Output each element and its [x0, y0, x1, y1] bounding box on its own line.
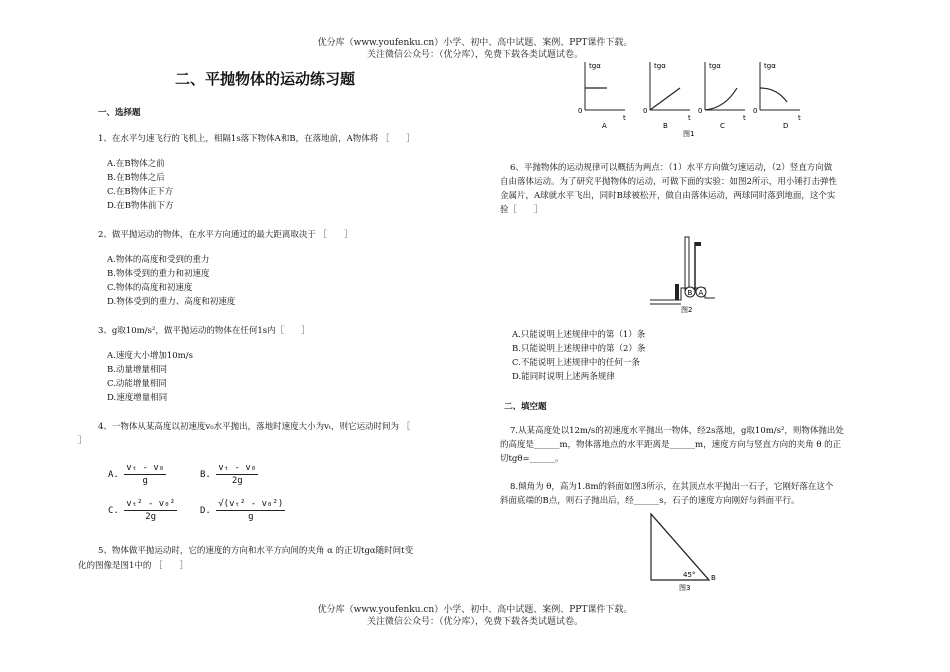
q3-options: [107, 349, 193, 405]
question-4-line-1: 4、一物体从某高度以初速度v₀水平抛出，落地时速度大小为vₜ，则它运动时间为 ［: [98, 422, 411, 432]
fig1-curve-c: [705, 88, 737, 110]
q1-option-a: A.在B物体之前: [107, 159, 165, 169]
fig1-curve-d: [760, 88, 787, 102]
fig1-panel-label-d: D: [783, 122, 789, 130]
q4-option-d-label: D.: [200, 506, 211, 516]
figure-3: [645, 508, 725, 594]
fig1-origin-a: 0: [578, 107, 583, 115]
q1-options: [107, 157, 173, 213]
fig1-panel-a: [578, 62, 626, 130]
q4-option-d: [200, 498, 285, 523]
fig3-angle-label: 45°: [683, 571, 696, 579]
q4-option-d-denominator: g: [248, 512, 254, 522]
fig1-panel-label-b: B: [663, 122, 668, 130]
question-5-line-2: 化的图像是图1中的 ［ ］: [78, 561, 189, 571]
question-8: [500, 480, 834, 508]
q4-option-c-label: C.: [108, 506, 119, 516]
q4-option-c-denominator: 2g: [145, 512, 157, 522]
fig1-panel-label-a: A: [602, 122, 607, 130]
question-5-line-1: 5、物体做平抛运动时，它的速度的方向和水平方向间的夹角 α 的正切tgα随时间t变: [98, 546, 414, 556]
page-title: 二、平抛物体的运动练习题: [175, 70, 356, 88]
q6-option-a: A.只能说明上述规律中的第（1）条: [512, 330, 646, 340]
q3-option-d: D.速度增量相同: [107, 393, 168, 403]
fig3-slope: [651, 514, 709, 580]
q3-option-a: A.速度大小增加10m/s: [107, 351, 193, 361]
fig1-origin-d: 0: [753, 107, 758, 115]
fig2-caption: 图2: [681, 306, 693, 314]
q4-option-c: [108, 498, 177, 523]
fig1-ylabel-b: tgα: [654, 62, 666, 70]
question-4-line-2: ］: [78, 436, 87, 446]
q6-option-b: B.只能说明上述规律中的第（2）条: [512, 344, 646, 354]
q6-options: [512, 328, 645, 384]
question-1: 1、在水平匀速飞行的飞机上，相隔1s落下物体A和B，在落地前，A物体将 ［ ］: [98, 134, 415, 144]
footer-line-2: 关注微信公众号：（优分库），免费下载各类试题试卷。: [366, 617, 583, 627]
q4-option-a-denominator: g: [142, 476, 148, 486]
fig1-curve-b: [650, 88, 680, 110]
question-6-line-1: 6、平抛物体的运动规律可以概括为两点：（1）水平方向做匀速运动，（2）竖直方向做: [510, 163, 833, 173]
fig1-xlabel-d: t: [798, 114, 801, 122]
q1-option-d: D.在B物体前下方: [107, 201, 174, 211]
q4-option-b-denominator: 2g: [231, 476, 243, 486]
fig1-ylabel-c: tgα: [709, 62, 721, 70]
q4-option-d-numerator: √(vₜ² - v₀²): [218, 499, 284, 509]
q4-option-b: [200, 462, 258, 487]
fig1-xlabel-c: t: [743, 114, 746, 122]
q2-option-a: A.物体的高度和受到的重力: [107, 255, 210, 265]
question-6-line-2: 自由落体运动。为了研究平抛物体的运动，可做下面的实验：如图2所示，用小锤打击弹性: [500, 177, 837, 187]
header-line-1: 优分库（www.youfenku.cn）小学、初中、高中试题、案例、PPT课件下载。: [317, 38, 633, 48]
fig3-point-b: B: [711, 574, 716, 582]
fig1-panel-b: [643, 62, 691, 130]
header-line-2: 关注微信公众号：（优分库），免费下载各类试题试卷。: [366, 50, 583, 60]
q4-option-b-numerator: vₜ - v₀: [218, 463, 257, 473]
question-7: [500, 424, 844, 466]
question-3: 3、g取10m/s²，做平抛运动的物体在任何1s内［ ］: [98, 326, 310, 336]
q1-option-c: C.在B物体正下方: [107, 187, 174, 197]
q2-option-c: C.物体的高度和初速度: [107, 283, 193, 293]
q3-option-b: B.动量增量相同: [107, 365, 167, 375]
question-8-line-2: 斜面底端的B点，则石子抛出后，经______s，石子的速度方向刚好与斜面平行。: [500, 496, 800, 506]
q2-option-b: B.物体受到的重力和初速度: [107, 269, 210, 279]
q4-option-b-label: B.: [200, 470, 211, 480]
q4-option-a-label: A.: [108, 470, 119, 480]
fig2-ball-a-label: A: [698, 289, 704, 297]
fig1-ylabel-d: tgα: [764, 62, 776, 70]
fig1-caption: 图1: [683, 130, 695, 138]
fig1-origin-c: 0: [698, 107, 703, 115]
figure-1: [565, 58, 865, 140]
fig1-panel-label-c: C: [720, 122, 725, 130]
q4-option-c-numerator: vₜ² - v₀²: [126, 499, 176, 509]
fig1-xlabel-a: t: [623, 114, 626, 122]
question-6: [500, 161, 837, 217]
q4-option-a-numerator: vₜ - v₀: [126, 463, 165, 473]
footer-line-1: 优分库（www.youfenku.cn）小学、初中、高中试题、案例、PPT课件下载。: [317, 605, 633, 615]
fig1-ylabel-a: tgα: [589, 62, 601, 70]
fig1-panel-d: [753, 62, 801, 130]
question-6-line-3: 金属片，A球就水平飞出，同时B球被松开，做自由落体运动，两球同时落到地面，这个实: [500, 191, 836, 201]
question-8-line-1: 8.倾角为 θ，高为1.8m的斜面如图3所示，在其顶点水平抛出一石子，它刚好落在这个: [510, 482, 834, 492]
section-heading-fill: 二、填空题: [504, 402, 547, 412]
fig2-post: [685, 237, 689, 292]
fig2-stand: [675, 284, 679, 300]
fig1-xlabel-b: t: [688, 114, 691, 122]
question-2: 2、做平抛运动的物体，在水平方向通过的最大距离取决于 ［ ］: [98, 230, 353, 240]
fig3-caption: 图3: [679, 584, 691, 592]
q4-option-a: [108, 462, 166, 487]
question-6-line-4: 验［ ］: [500, 205, 543, 215]
q1-option-b: B.在B物体之后: [107, 173, 165, 183]
question-7-line-2: 的高度是______m，物体落地点的水平距离是______m，速度方向与竖直方向的夹角 θ 的正: [500, 440, 842, 450]
fig2-ball-b-label: B: [687, 289, 693, 297]
q3-option-c: C.动能增量相同: [107, 379, 167, 389]
fig1-origin-b: 0: [643, 107, 648, 115]
q2-option-d: D.物体受到的重力、高度和初速度: [107, 297, 236, 307]
question-7-line-3: 切tgθ=______。: [500, 454, 564, 464]
q6-option-d: D.能同时说明上述两条规律: [512, 372, 615, 382]
fig1-panel-c: [698, 62, 746, 130]
figure-2: [645, 232, 725, 314]
q6-option-c: C.不能说明上述规律中的任何一条: [512, 358, 640, 368]
section-heading-choice: 一、选择题: [98, 108, 141, 118]
fig2-hammer: [695, 242, 701, 246]
q2-options: [107, 253, 235, 309]
question-7-line-1: 7.从某高度处以12m/s的初速度水平抛出一物体，经2s落地，g取10m/s²，则物体抛出处: [510, 426, 844, 436]
